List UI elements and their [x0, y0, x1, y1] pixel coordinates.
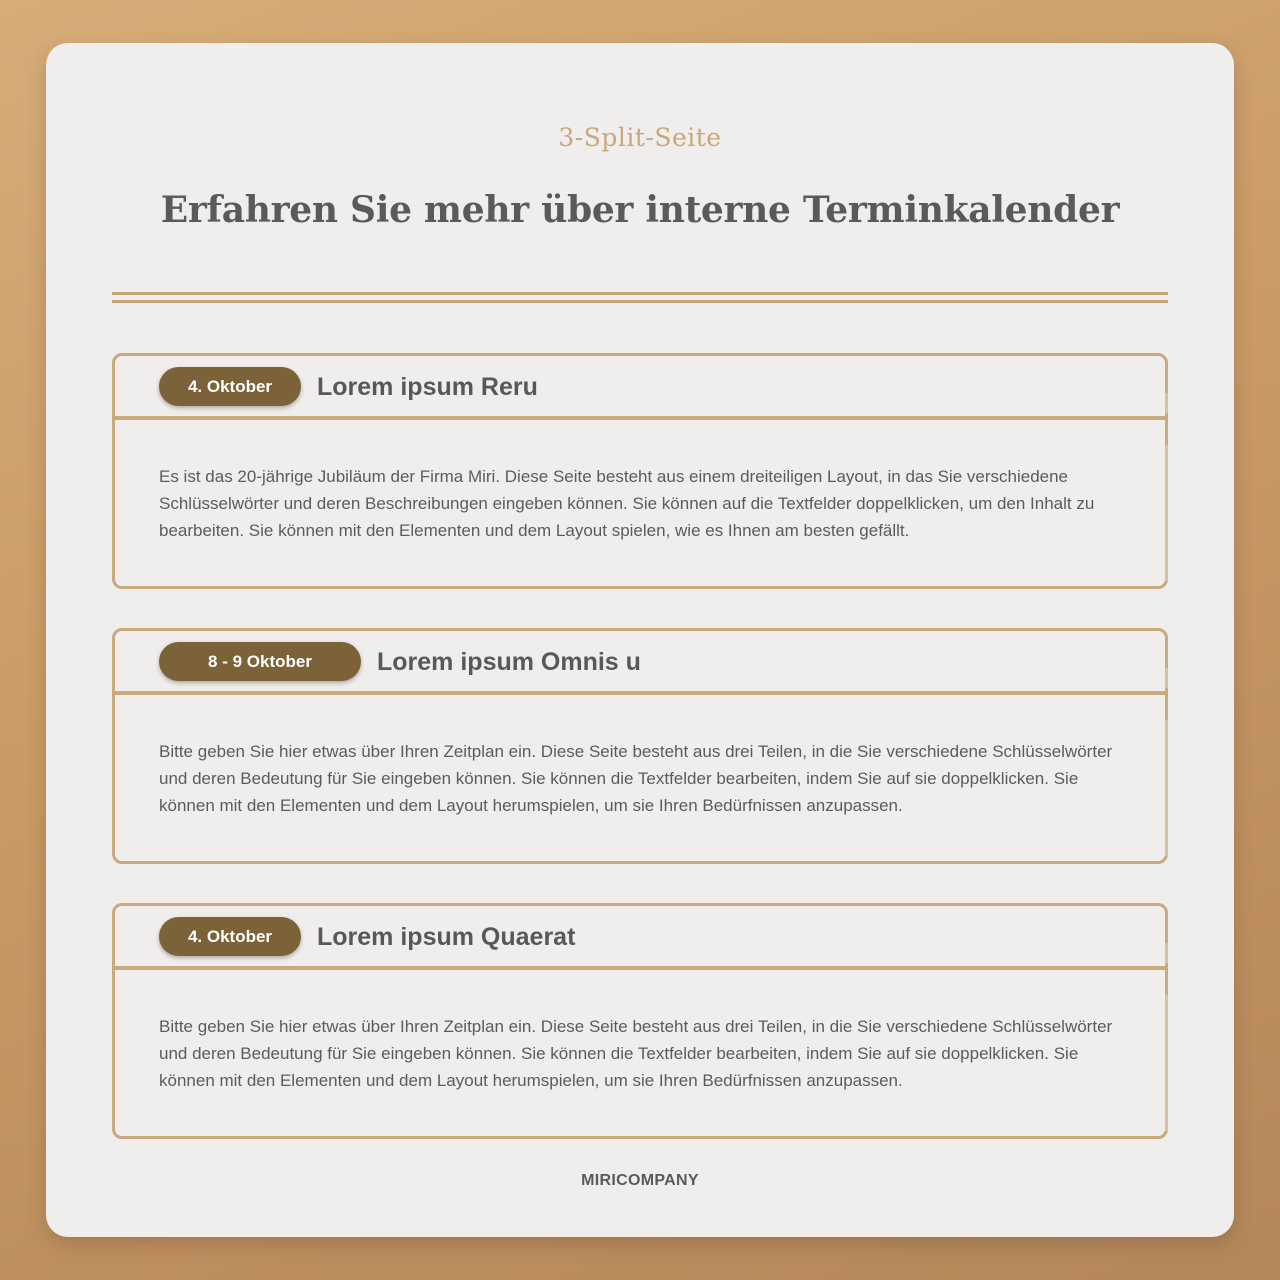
frame-accent: [1165, 943, 1168, 963]
schedule-section-2: [112, 628, 1168, 864]
title-divider-bottom: [112, 300, 1168, 303]
frame-accent: [1165, 668, 1168, 688]
title-divider-top: [112, 292, 1168, 295]
date-badge: 4. Oktober: [159, 367, 301, 406]
footer-brand: MIRICOMPANY: [581, 1172, 699, 1189]
page-title: Erfahren Sie mehr über interne Terminkalender: [160, 189, 1120, 231]
section-divider: [112, 966, 1168, 970]
section-divider: [112, 416, 1168, 420]
section-body: Bitte geben Sie hier etwas über Ihren Zeitplan ein. Diese Seite besteht aus drei Teilen, in die Sie verschiedene Schlüsselwörter und deren Bedeutung für Sie eingeben können. Sie können die Textfelder bearbeiten, indem Sie auf sie doppelklicken. Sie können mit den Elementen und dem Layout herumspielen, um sie Ihren Bedürfnissen anzupassen.: [159, 742, 1113, 815]
frame-accent: [1165, 445, 1168, 581]
schedule-section-1: [112, 353, 1168, 589]
frame-accent: [1165, 393, 1168, 413]
date-badge: 8 - 9 Oktober: [159, 642, 361, 681]
section-divider: [112, 691, 1168, 695]
date-badge: 4. Oktober: [159, 917, 301, 956]
section-heading: Lorem ipsum Omnis u: [377, 648, 641, 676]
page-subtitle: 3-Split-Seite: [558, 123, 722, 152]
schedule-section-3: [112, 903, 1168, 1139]
section-heading: Lorem ipsum Reru: [317, 373, 538, 401]
section-heading: Lorem ipsum Quaerat: [317, 923, 576, 951]
section-body: Es ist das 20-jährige Jubiläum der Firma Miri. Diese Seite besteht aus einem dreiteiligen Layout, in das Sie verschiedene Schlüsselwörter und deren Beschreibungen eingeben können. Sie können auf die Textfelder doppelklicken, um den Inhalt zu bearbeiten. Sie können mit den Elementen und dem Layout spielen, wie es Ihnen am besten gefällt.: [159, 467, 1095, 540]
frame-accent: [1165, 720, 1168, 856]
frame-accent: [1165, 995, 1168, 1131]
section-body: Bitte geben Sie hier etwas über Ihren Zeitplan ein. Diese Seite besteht aus drei Teilen, in die Sie verschiedene Schlüsselwörter und deren Bedeutung für Sie eingeben können. Sie können die Textfelder bearbeiten, indem Sie auf sie doppelklicken. Sie können mit den Elementen und dem Layout herumspielen, um sie Ihren Bedürfnissen anzupassen.: [159, 1017, 1113, 1090]
page-card: [46, 43, 1234, 1237]
